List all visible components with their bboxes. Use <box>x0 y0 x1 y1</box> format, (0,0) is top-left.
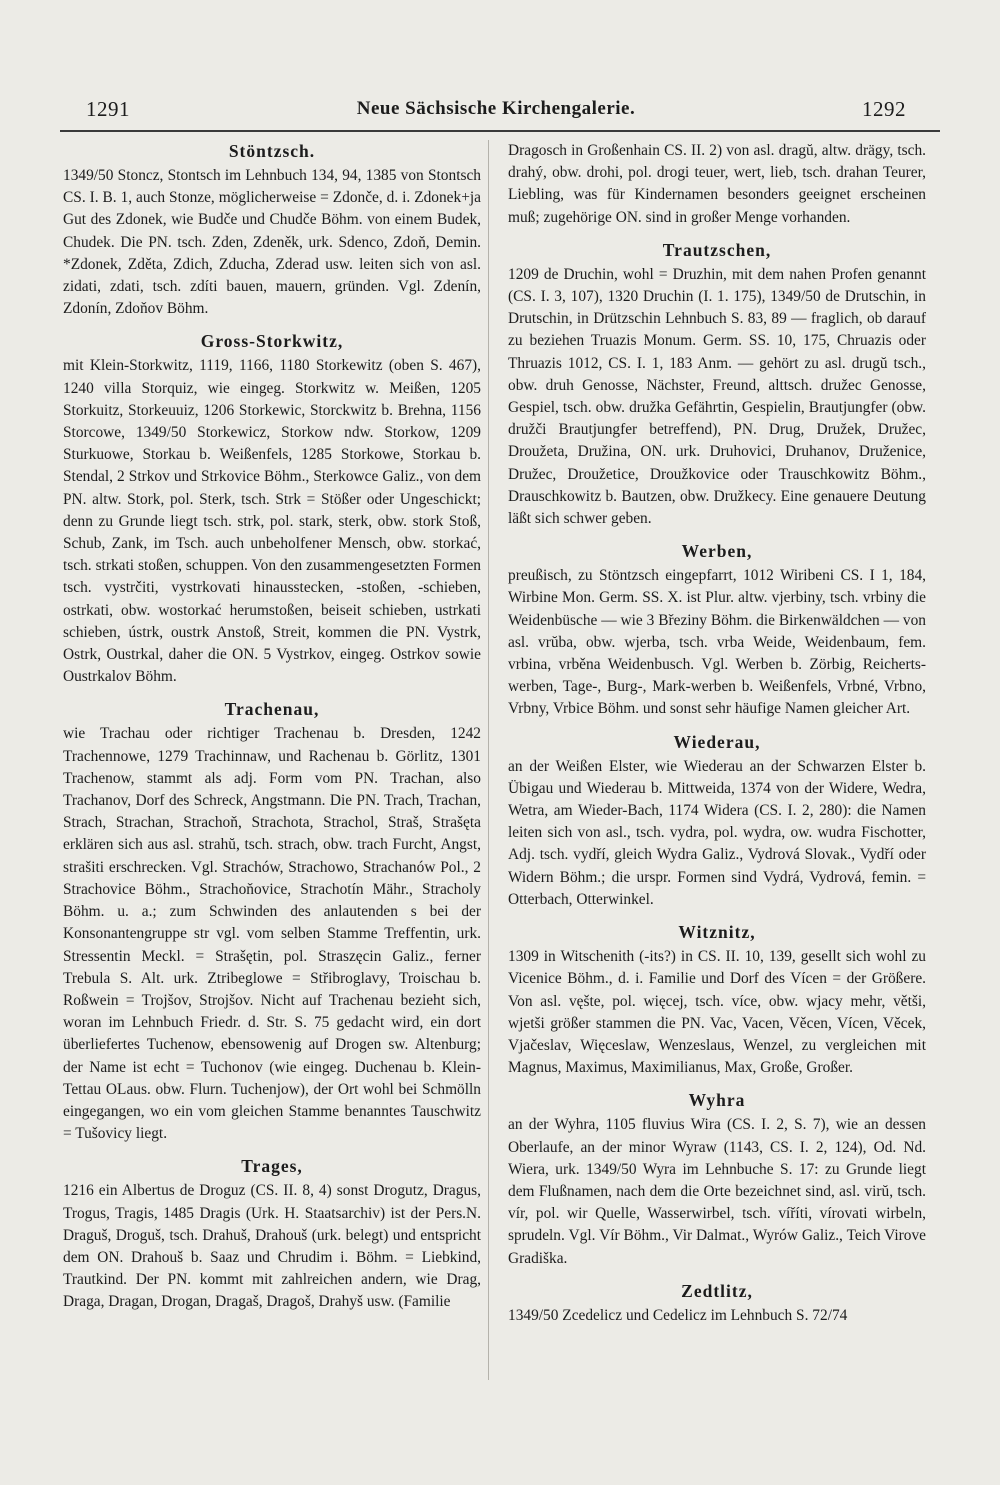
entry-gross-storkwitz <box>63 330 481 688</box>
entry-werben <box>508 540 926 720</box>
entry-text: mit Klein-Storkwitz, 1119, 1166, 1180 Storkewitz (oben S. 467), 1240 villa Storquiz, wie eingeg. Storkwitz w. Meißen, 1205 Storkuitz, Storkeuuiz, 1206 Storkewic, Storckwitz b. Brehna, 1156 Storcowe, 1349/50 Storkewicz, Storkow ndw. Storkow, 1209 Sturkuowe, Storkau b. Weißenfels, 1285 Storkowe, Storkau b. Stendal, 2 Strkov und Strkovice Böhm., Sterkowce Galiz., von dem PN. altw. Stork, pol. Sterk, tsch. Strk = Stößer oder Ungeschickt; denn zu Grunde liegt tsch. strk, pol. stark, sterk, obw. stork Stoß, Schub, Zank, im Tsch. auch unbeholfener Mensch, obw. storkać, tsch. strkati stoßen, schuppen. Von den zusammengesetzten Formen tsch. vystrčiti, vystrkovati hinausstecken, -stoßen, -schieben, ostrkati, obw. wostorkać herumstoßen, beiseit schieben, ustrkati schieben, ústrk, oustrk Anstoß, Streit, kommen die PN. Vystrk, Ostrk, Oustrkal, daher die ON. 5 Vystrkov, eingeg. Ostrkov sowie Oustrkalov Böhm. <box>63 357 481 686</box>
page-number-left: 1291 <box>86 96 130 121</box>
entry-text: 1349/50 Zcedelicz und Cedelicz im Lehnbuch S. 72/74 <box>508 1306 848 1324</box>
entry-text: 1309 in Witschenith (-its?) in CS. II. 10, 139, gesellt sich wohl zu Vicenice Böhm., d. i. Familie und Dorf des Vícen = der Größere. Von asl. vęšte, pol. więcej, tsch. více, obw. wjacy mehr, větši, wjetši größer stammen die PN. Vac, Vacen, Věcen, Vícen, Věcek, Vjačeslav, Więceslaw, Wenzeslaus, Wenzel, zu vergleichen mit Magnus, Maximus, Maximilianus, Max, Große, Großer. <box>508 948 926 1077</box>
entry-heading: Wiederau, <box>673 731 761 752</box>
entry-text: an der Weißen Elster, wie Wiederau an der Schwarzen Elster b. Übigau und Wiederau b. Mittweida, 1374 von der Widere, Wedra, Wetra, am Wieder-Bach, 1174 Widera (CS. I. 2, 280): die Namen leiten sich von asl., tsch. vydra, pol. wydra, ow. wudra Fischotter, Adj. tsch. vydří, gleich Wydra Galiz., Vydrová Slovak., Vydří oder Widern Böhm.; die urspr. Formen sind Vydrá, Vydrová, femin. = Otterbach, Otterwinkel. <box>508 757 926 908</box>
entry-text: wie Trachau oder richtiger Trachenau b. Dresden, 1242 Trachennowe, 1279 Trachinnaw, und Rachenau b. Görlitz, 1301 Trachenow, stammt als adj. Form vom PN. Trachan, also Trachanov, Dorf des Schreck, Angstmann. Die PN. Trach, Trachan, Strach, Strachan, Strachoň, Strachota, Strachol, Straš, Strašęta erklären sich aus asl. strahŭ, tsch. strach, obw. trach Furcht, Angst, strašiti erschrecken. Vgl. Strachów, Strachowo, Strachanów Pol., 2 Strachovice Böhm., Strachoňovice, Strachotín Mähr., Stracholy Böhm. u. a.; zum Schwinden des anlautenden s bei der Konsonantengruppe str vgl. vom selben Stamme Treffentin, urk. Stressentin Meckl. = Strašętin, pol. Straszęcin Galiz., ferner Trebula S. Alt. urk. Ztribeglowe = Střibroglavy, Troischau b. Roßwein = Trojšov, Strojšov. Nicht auf Trachenau bezieht sich, woran im Lehnbuch Friedr. d. Str. S. 75 gedacht wird, ein dort überliefertes Tuchenow, ebensowenig auf Drogen sw. Altenburg; der Name ist echt = Tuchonov (wie eingeg. Duchenau b. Klein-Tettau OLaus. obw. Flurn. Tuchenjow), der Ort wohl bei Schmölln eingegangen, wo ein vom gleichen Stamme benanntes Tauschwitz = Tušovicy liegt. <box>63 725 481 1143</box>
entry-wiederau <box>508 731 926 911</box>
entry-trages-continued <box>508 140 926 229</box>
entry-heading: Stöntzsch. <box>228 141 316 161</box>
entry-heading: Trautzschen, <box>662 239 772 260</box>
entry-trages <box>63 1155 481 1313</box>
entry-stoentzsch <box>63 140 481 320</box>
entry-heading: Gross-Storkwitz, <box>200 331 344 352</box>
entry-witznitz <box>508 921 926 1079</box>
header-rule <box>60 130 940 132</box>
entry-heading: Werben, <box>681 541 753 562</box>
entry-heading: Witznitz, <box>678 922 756 943</box>
entry-wyhra <box>508 1089 926 1269</box>
running-title: Neue Sächsische Kirchengalerie. <box>356 98 636 119</box>
column-divider <box>488 140 489 1380</box>
entry-trachenau <box>63 698 481 1145</box>
entry-text: preußisch, zu Stöntzsch eingepfarrt, 1012 Wiribeni CS. I 1, 184, Wirbine Mon. Germ. SS. X. ist Plur. altw. vjerbiny, tsch. vrbiny die Weidenbüsche — wie 3 Březiny Böhm. die Birkenwäldchen — von asl. vrŭba, obw. wjerba, tsch. vrba Weide, Weidenbaum, fem. vrbina, vrběna Weidenbusch. Vgl. Werben b. Zörbig, Reicherts-werben, Tage-, Burg-, Mark-werben b. Weißenfels, Vrbné, Vrbno, Vrbny, Vrbice Böhm. und sonst sehr häufige Namen gleicher Art. <box>508 567 926 718</box>
entry-trautzschen <box>508 239 926 530</box>
entry-text: an der Wyhra, 1105 fluvius Wira (CS. I. 2, S. 7), wie an dessen Oberlaufe, an der minor Wyraw (1143, CS. I. 2, 124), Od. Nd. Wiera, urk. 1349/50 Wyra im Lehnbuche S. 17: zu Grunde liegt dem Flußnamen, nach dem die Orte bezeichnet sind, asl. virŭ, tsch. vír, pol. wir Quelle, Wasserwirbel, tsch. víříti, vírovati wirbeln, sprudeln. Vgl. Vír Böhm., Vir Dalmat., Wyrów Galiz., Teich Virove Gradiška. <box>508 1116 926 1267</box>
entry-text: 1209 de Druchin, wohl = Druzhin, mit dem nahen Profen genannt (CS. I. 3, 107), 1320 Druchin (I. 1. 175), 1349/50 de Drutschin, in Drutschin, in Drützschin Lehnbuch S. 83, 89 — fraglich, ob darauf zu beziehen Truazis Monum. Germ. SS. 10, 175, Chruazis oder Thruazis 1012, CS. I. 1, 183 Anm. — gehört zu asl. drugŭ tsch., obw. druh Genosse, Nächster, Freund, alttsch. družec Genosse, Gespiel, tsch. obw. družka Gefährtin, Gespielin, Brautjungfer (obw. družči Brautjungfer betreffend), PN. Drug, Družek, Družec, Droužeta, Družina, ON. urk. Druhovici, Druhanov, Druženice, Družec, Droužetice, Droužkovice oder Trauschkowitz Böhm., Drauschkowitz b. Bautzen, obw. Družkecy. Eine genauere Deutung läßt sich schwer geben. <box>508 265 926 528</box>
entry-zedtlitz <box>508 1280 926 1327</box>
entry-text: Dragosch in Großenhain CS. II. 2) von asl. dragŭ, altw. drägy, tsch. drahý, obw. drohi, pol. drogi teuer, wert, lieb, tsch. drahan Teurer, Liebling, was für Kindernamen besonders geeignet erscheinen muß; zugehörige ON. sind in großer Menge vorhanden. <box>508 142 926 226</box>
right-column <box>508 140 926 1337</box>
entry-heading: Wyhra <box>688 1090 746 1111</box>
entry-text: 1349/50 Stoncz, Stontsch im Lehnbuch 134, 94, 1385 von Stontsch CS. I. B. 1, auch Stonze, möglicherweise = Zdonče, d. i. Zdonek+ja Gut des Zdonek, wie Budče und Chudče Böhm. von einem Budek, Chudek. Die PN. tsch. Zden, Zdeněk, urk. Sdenco, Zdoň, Demin. *Zdonek, Zděta, Zdich, Zducha, Zderad usw. leiten sich von asl. zidati, zdati, tsch. zdíti bauen, mauern, gründen. Vgl. Zdenín, Zdonín, Zdoňov Böhm. <box>63 167 481 318</box>
entry-heading: Trachenau, <box>224 699 320 720</box>
page-number-right: 1292 <box>861 96 906 121</box>
entry-text: 1216 ein Albertus de Droguz (CS. II. 8, 4) sonst Drogutz, Dragus, Trogus, Tragis, 1485 Dragis (Urk. H. Staatsarchiv) ist der Pers.N. Draguš, Droguš, tsch. Drahuš, Drahouš (urk. belegt) und entspricht dem ON. Drahouš b. Saaz und Chrudim i. Böhm. = Liebkind, Trautkind. Der PN. kommt mit zahlreichen andern, wie Drag, Draga, Dragan, Drogan, Dragaš, Dragoš, Drahyš usw. (Familie <box>63 1182 481 1311</box>
entry-heading: Zedtlitz, <box>681 1280 753 1301</box>
page-header <box>86 92 906 126</box>
entry-heading: Trages, <box>241 1156 303 1177</box>
left-column <box>63 140 481 1324</box>
